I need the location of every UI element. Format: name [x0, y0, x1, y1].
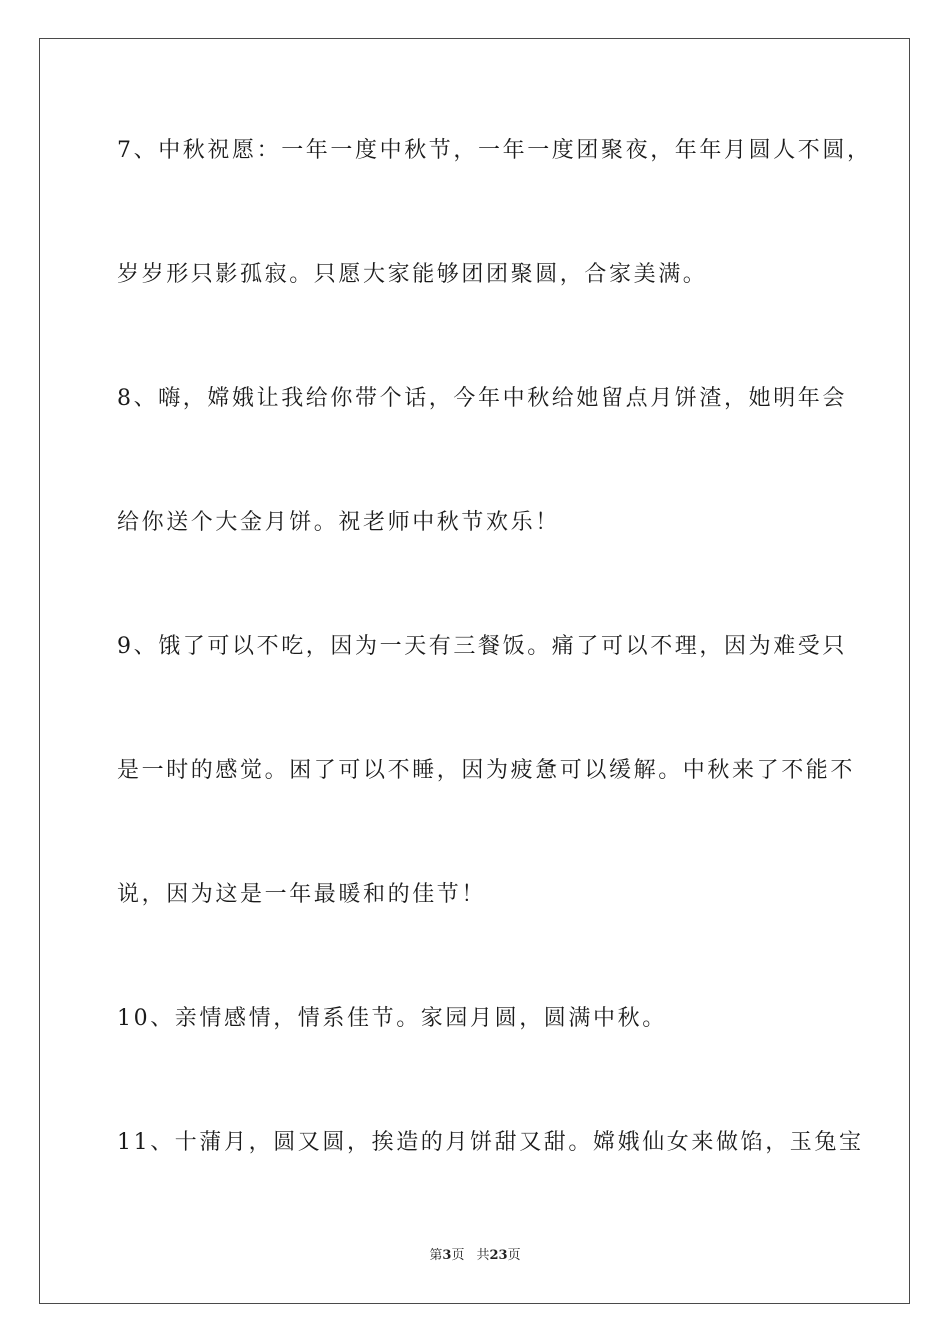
total-page-count: 23 [489, 1248, 508, 1263]
paragraph-7-line-1: 7、中秋祝愿：一年一度中秋节，一年一度团聚夜，年年月圆人不圆， [117, 138, 872, 163]
paragraph-11-line-1: 11、十蒲月，圆又圆，挨造的月饼甜又甜。嫦娥仙女来做馅，玉兔宝 [117, 1130, 864, 1155]
page-suffix: 页 [451, 1248, 465, 1263]
paragraph-9-line-1: 9、饿了可以不吃，因为一天有三餐饭。痛了可以不理，因为难受只 [117, 634, 847, 659]
paragraph-9-line-3: 说，因为这是一年最暖和的佳节！ [117, 882, 487, 907]
total-suffix: 页 [507, 1248, 521, 1263]
page-border [39, 38, 910, 1304]
page-prefix: 第 [429, 1248, 443, 1263]
paragraph-7-line-2: 岁岁形只影孤寂。只愿大家能够团团聚圆，合家美满。 [117, 262, 708, 287]
paragraph-8-line-2: 给你送个大金月饼。祝老师中秋节欢乐！ [117, 510, 560, 535]
total-prefix: 共 [476, 1248, 490, 1263]
paragraph-9-line-2: 是一时的感觉。困了可以不睡，因为疲惫可以缓解。中秋来了不能不 [117, 758, 856, 783]
paragraph-8-line-1: 8、嗨，嫦娥让我给你带个话，今年中秋给她留点月饼渣，她明年会 [117, 386, 847, 411]
current-page-number: 3 [442, 1248, 452, 1263]
paragraph-10-line-1: 10、亲情感情，情系佳节。家园月圆，圆满中秋。 [117, 1006, 667, 1031]
page-footer [0, 1247, 950, 1265]
